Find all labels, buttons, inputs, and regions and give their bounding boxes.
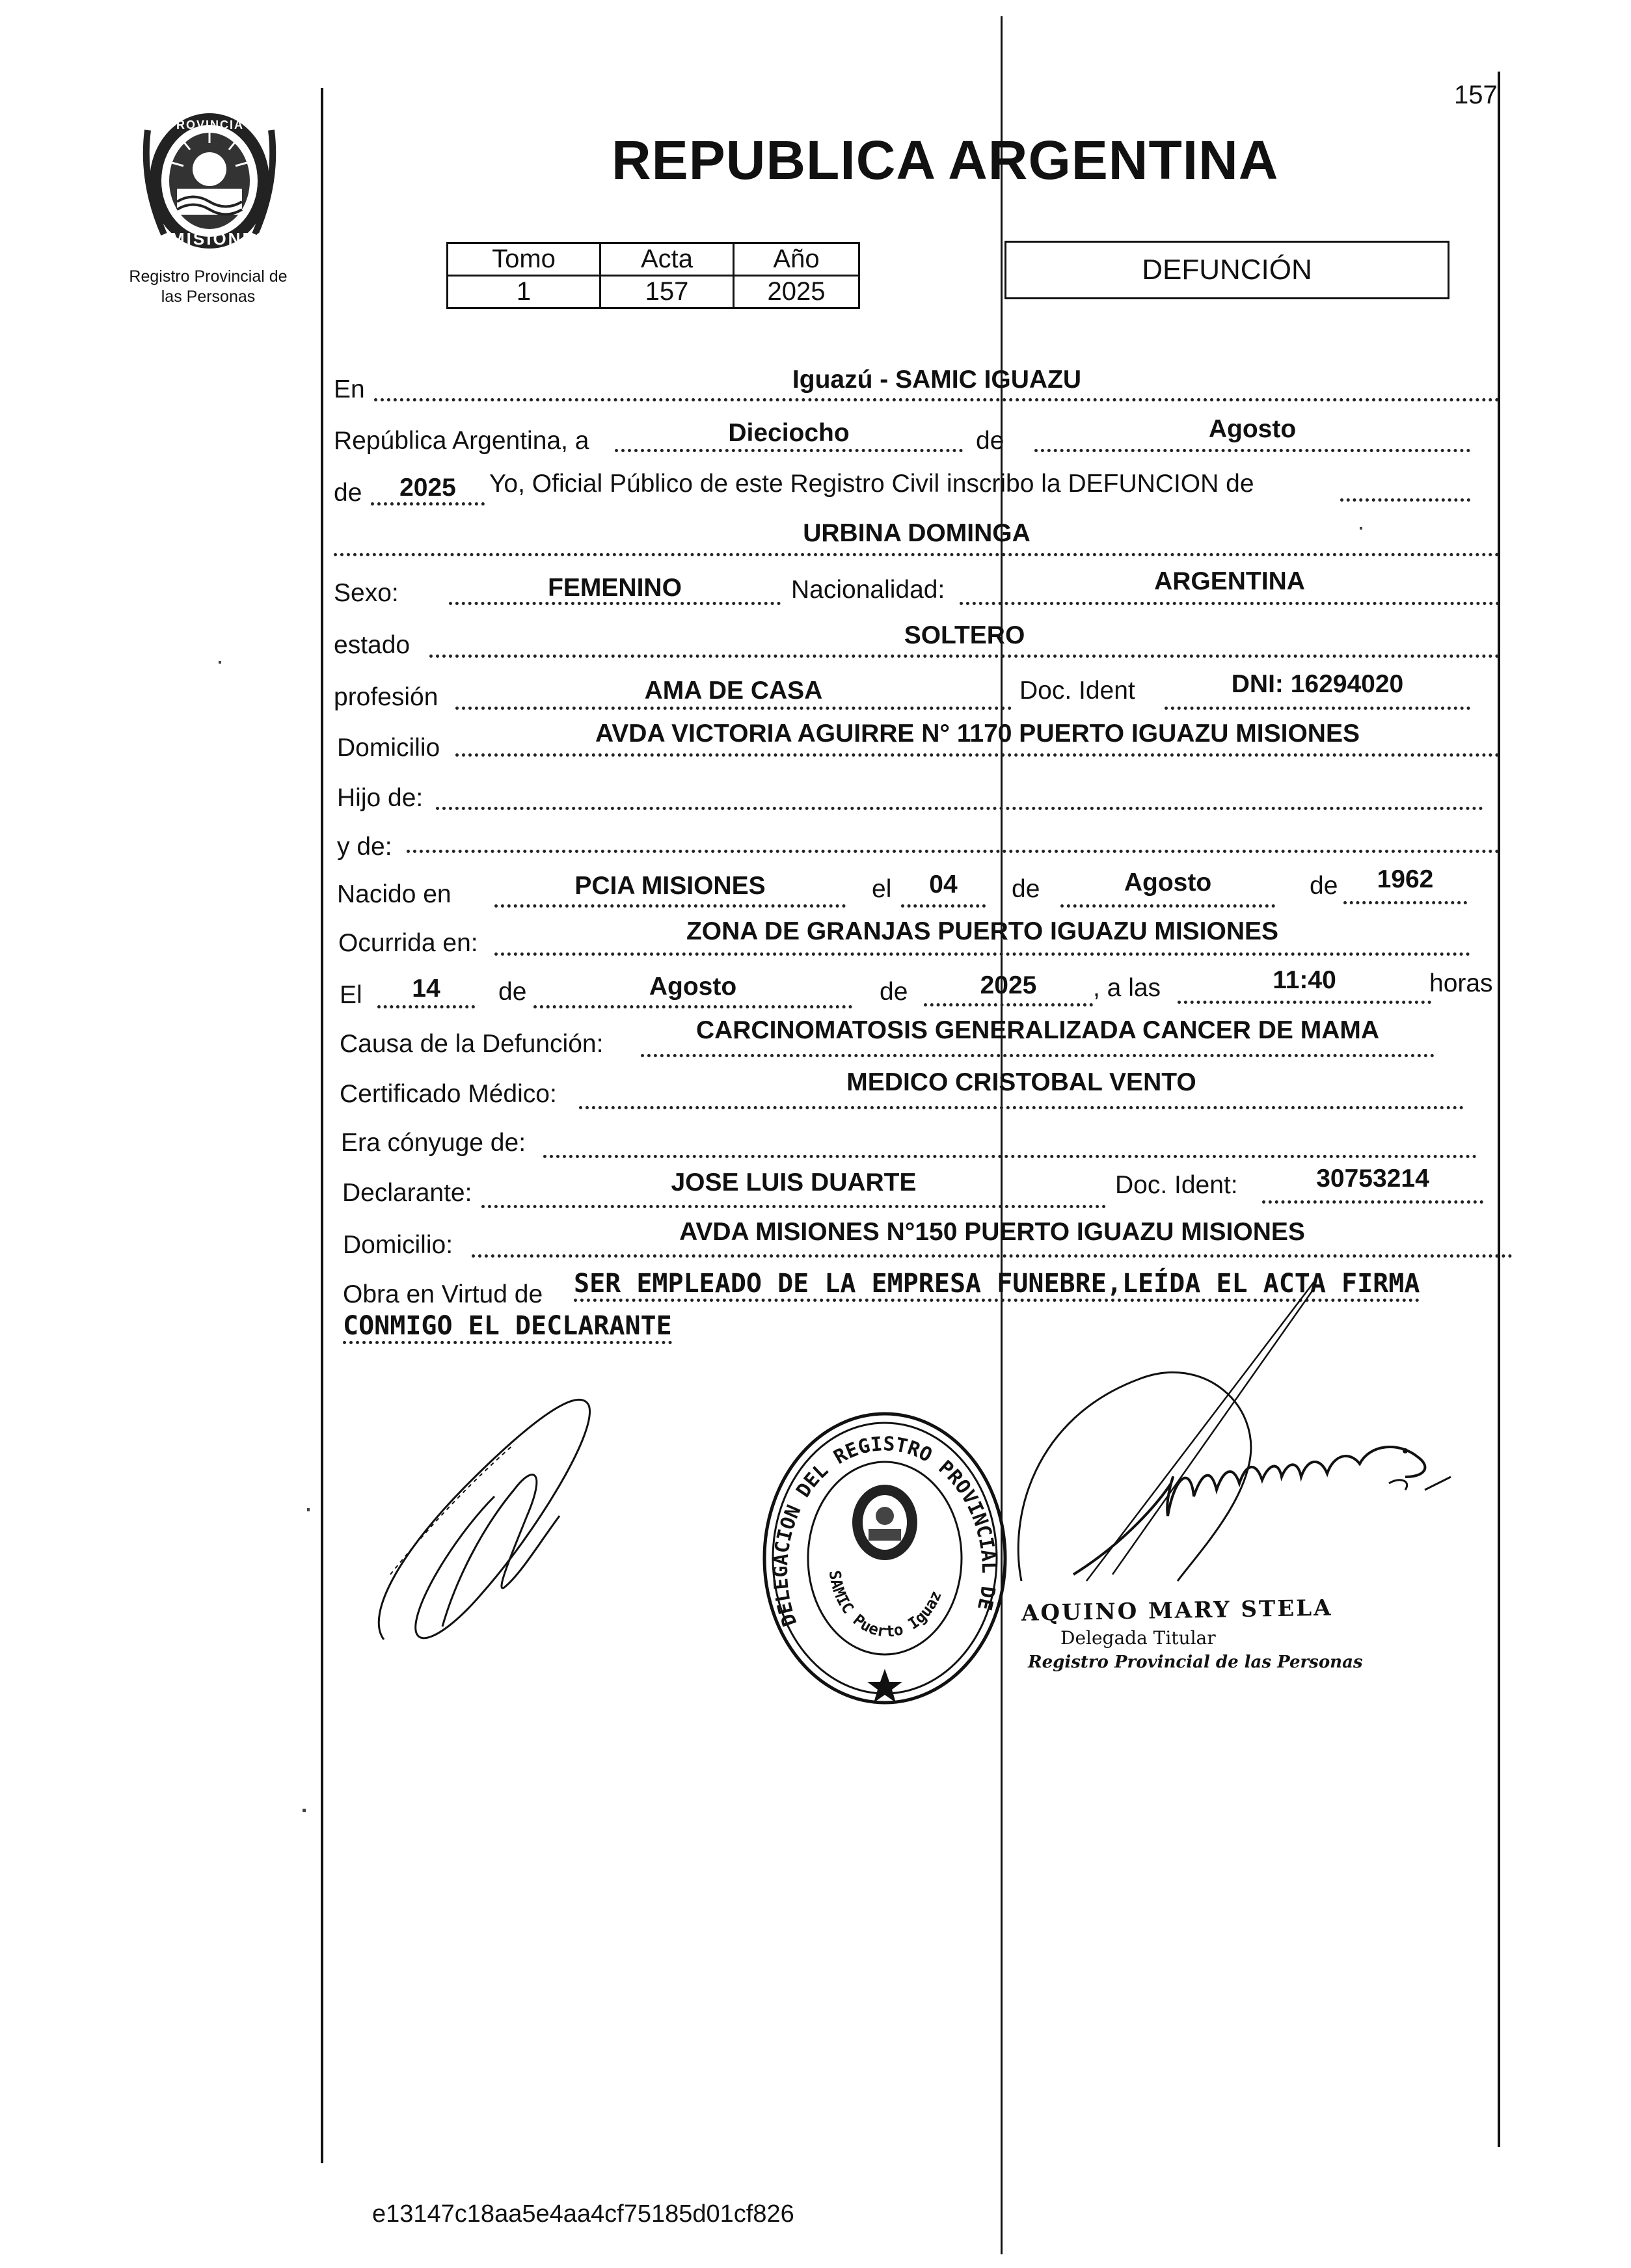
alas-label: , a las (1093, 974, 1161, 1002)
domicilio-value: AVDA VICTORIA AGUIRRE N° 1170 PUERTO IGUAZU MISIONES (595, 720, 1360, 748)
yde-label: y de: (337, 833, 392, 861)
signatory-name: AQUINO MARY STELA (1021, 1595, 1333, 1627)
scan-speck (303, 1809, 306, 1812)
registry-line-1: Registro Provincial de (129, 267, 288, 286)
nacido-anio-dots (1343, 901, 1467, 904)
en-label: En (334, 375, 365, 403)
page-title: REPUBLICA ARGENTINA (612, 129, 1279, 191)
seal-inner-text: SAMIC Puerto Iguaz (825, 1569, 945, 1641)
registry-name (104, 267, 312, 307)
domicilio-dots (455, 753, 1500, 757)
month-dots (1034, 449, 1470, 452)
year-dots (371, 502, 485, 506)
declarante-dots (481, 1205, 1106, 1208)
doc-value: DNI: 16294020 (1231, 670, 1404, 698)
fallec-mes-dots (533, 1005, 852, 1008)
el-label: el (872, 875, 892, 903)
table-header-tomo: Tomo (448, 243, 600, 276)
estado-dots (429, 655, 1500, 658)
official-signature (1008, 1269, 1503, 1607)
de-label: de (976, 427, 1004, 455)
ocurrida-value: ZONA DE GRANJAS PUERTO IGUAZU MISIONES (686, 917, 1279, 945)
de4-label: de (880, 978, 908, 1006)
table-header-anio: Año (734, 243, 859, 276)
de2-label: de (1310, 872, 1338, 900)
nacionalidad-value: ARGENTINA (1154, 567, 1305, 595)
fallec-anio-dots (924, 1003, 1093, 1006)
causa-dots (641, 1054, 1435, 1057)
declarante-value: JOSE LUIS DUARTE (671, 1168, 917, 1196)
nacido-mes: Agosto (1124, 869, 1212, 897)
doc2-dots (1262, 1200, 1483, 1204)
domicilio2-label: Domicilio: (343, 1231, 453, 1259)
doc2-value: 30753214 (1316, 1165, 1429, 1193)
act-type-box: DEFUNCIÓN (1004, 241, 1449, 299)
yde-dots (407, 850, 1500, 853)
coat-of-arms-seal-icon (852, 1485, 917, 1560)
el2-label: El (340, 981, 362, 1009)
month-value: Agosto (1208, 415, 1297, 443)
conyuge-dots (543, 1155, 1477, 1158)
domicilio2-value: AVDA MISIONES N°150 PUERTO IGUAZU MISIONES (679, 1218, 1305, 1246)
fallec-anio: 2025 (980, 971, 1037, 999)
profesion-dots (455, 707, 1012, 710)
oficial-text: Yo, Oficial Público de este Registro Civil inscribo la DEFUNCION de (489, 470, 1254, 498)
nacido-lugar-dots (494, 904, 846, 908)
year-prefix-label: de (334, 479, 362, 507)
document-hash: e13147c18aa5e4aa4cf75185d01cf826 (372, 2200, 794, 2228)
logo-text-top: PROVINCIA DE (167, 118, 267, 131)
signatory-role: Delegada Titular (1060, 1627, 1216, 1649)
republica-label: República Argentina, a (334, 427, 589, 455)
obra-value-1: SER EMPLEADO DE LA EMPRESA FUNEBRE,LEÍDA EL ACTA FIRMA (574, 1269, 1420, 1302)
fallec-hora-dots (1178, 1001, 1431, 1004)
hijo-label: Hijo de: (337, 784, 424, 812)
conyuge-label: Era cónyuge de: (341, 1129, 526, 1157)
table-header-acta: Acta (600, 243, 734, 276)
nacido-dia-dots (901, 904, 986, 908)
oficial-tail-dots (1340, 498, 1470, 502)
nacionalidad-label: Nacionalidad: (791, 576, 945, 604)
fallec-mes: Agosto (649, 973, 737, 1001)
tomo-acta-anio-table (446, 242, 860, 309)
estado-label: estado (334, 631, 411, 659)
year-value: 2025 (399, 474, 456, 502)
ocurrida-dots (494, 952, 1470, 956)
en-value: Iguazú - SAMIC IGUAZU (792, 366, 1082, 394)
nacido-dia: 04 (929, 871, 958, 898)
table-value-anio: 2025 (734, 276, 859, 308)
de3-label: de (498, 978, 527, 1006)
fallec-dia-dots (377, 1005, 475, 1008)
en-dots (374, 398, 1500, 401)
domicilio-label: Domicilio (337, 734, 440, 762)
nacionalidad-dots (960, 602, 1500, 605)
doc2-label: Doc. Ident: (1115, 1171, 1238, 1199)
certificado-value: MEDICO CRISTOBAL VENTO (846, 1068, 1196, 1096)
profesion-label: profesión (334, 683, 438, 711)
registry-seal (758, 1409, 1012, 1708)
de1-label: de (1012, 875, 1040, 903)
scan-speck (1360, 527, 1362, 530)
nacido-lugar: PCIA MISIONES (574, 872, 766, 900)
doc-dots (1165, 707, 1470, 710)
obra-label: Obra en Virtud de (343, 1280, 543, 1308)
nacido-label: Nacido en (337, 880, 452, 908)
day-dots (615, 449, 963, 452)
horas-label: horas (1429, 969, 1493, 997)
nacido-mes-dots (1060, 904, 1275, 908)
registry-logo (138, 104, 281, 254)
doc-label: Doc. Ident (1019, 677, 1135, 705)
fallec-dia: 14 (412, 975, 440, 1003)
logo-text-bottom: MISIONES (170, 229, 269, 249)
scan-speck (307, 1508, 310, 1511)
fold-line (1001, 16, 1003, 2254)
ocurrida-label: Ocurrida en: (338, 929, 478, 957)
name-dots (334, 553, 1500, 556)
page-number: 157 (1454, 81, 1498, 109)
domicilio2-dots (472, 1254, 1513, 1258)
left-margin-line (321, 88, 323, 2163)
declarante-label: Declarante: (342, 1179, 472, 1207)
causa-value: CARCINOMATOSIS GENERALIZADA CANCER DE MAMA (695, 1016, 1380, 1044)
obra-value-2: CONMIGO EL DECLARANTE (343, 1311, 672, 1344)
certificado-dots (579, 1106, 1464, 1109)
table-value-tomo: 1 (448, 276, 600, 308)
deceased-name: URBINA DOMINGA (803, 519, 1031, 547)
estado-value: SOLTERO (904, 621, 1025, 649)
nacido-anio: 1962 (1377, 865, 1434, 893)
signatory-block (1021, 1597, 1386, 1672)
day-words: Dieciocho (728, 419, 850, 447)
profesion-value: AMA DE CASA (644, 677, 823, 705)
signatory-org: Registro Provincial de las Personas (1028, 1653, 1363, 1672)
declarant-signature (364, 1379, 664, 1653)
seal-outer-text: DELEGACION DEL REGISTRO PROVINCIAL DE (769, 1433, 1001, 1630)
registry-line-2: las Personas (161, 288, 256, 306)
table-value-acta: 157 (600, 276, 734, 308)
sexo-label: Sexo: (334, 579, 399, 607)
fallec-hora: 11:40 (1273, 966, 1336, 994)
hijo-dots (436, 807, 1483, 810)
certificado-label: Certificado Médico: (340, 1080, 557, 1108)
scan-speck (219, 661, 221, 664)
sexo-value: FEMENINO (548, 574, 682, 602)
causa-label: Causa de la Defunción: (340, 1030, 604, 1058)
